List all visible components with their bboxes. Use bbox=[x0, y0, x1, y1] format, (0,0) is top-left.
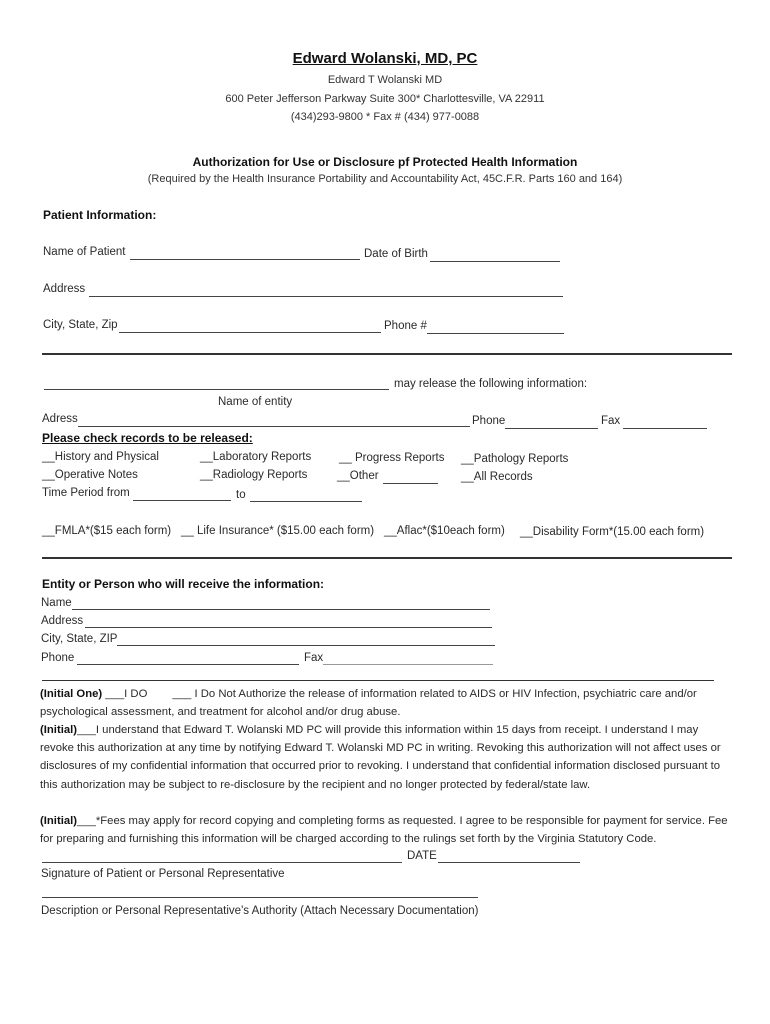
recipient-city-label: City, State, ZIP bbox=[41, 633, 118, 645]
time-to-field[interactable] bbox=[250, 501, 362, 502]
recipient-phone-field[interactable] bbox=[77, 664, 299, 665]
entity-phone-field[interactable] bbox=[505, 428, 598, 429]
signature-field[interactable] bbox=[42, 862, 402, 863]
recipient-fax-field[interactable] bbox=[323, 664, 493, 665]
may-release-text: may release the following information: bbox=[394, 378, 588, 390]
form-disability[interactable]: __Disability Form*(15.00 each form) bbox=[520, 526, 705, 538]
recipient-city-field[interactable] bbox=[117, 645, 495, 646]
i-do-not-option[interactable]: ___ I Do Not Authorize the release of information related to AIDS or HIV Infection, psychiatric care and/or psychological assessment, and treatment for alcohol and/or drug abuse. bbox=[40, 688, 697, 719]
fees-text[interactable]: ___*Fees may apply for record copying and completing forms as requested. I agree to be responsible for payment for service. Fee for preparing and furnishing this information will be charged according to the rulings set forth by the Virginia Statutory Code. bbox=[40, 815, 728, 846]
patient-city-field[interactable] bbox=[119, 332, 381, 333]
recipient-phone-label: Phone bbox=[41, 652, 75, 664]
record-laboratory[interactable]: __Laboratory Reports bbox=[200, 451, 312, 463]
record-progress[interactable]: __ Progress Reports bbox=[339, 452, 445, 464]
i-do-option[interactable]: ___I DO bbox=[105, 688, 148, 700]
record-pathology[interactable]: __Pathology Reports bbox=[461, 453, 569, 465]
consent-fees bbox=[40, 812, 730, 848]
patient-section-heading: Patient Information: bbox=[43, 208, 157, 222]
records-heading: Please check records to be released: bbox=[42, 431, 253, 445]
record-other-field[interactable] bbox=[383, 483, 438, 484]
record-other[interactable]: __Other bbox=[337, 470, 379, 482]
recipient-address-field[interactable] bbox=[85, 627, 492, 628]
patient-address-field[interactable] bbox=[89, 296, 563, 297]
consent-initial-one bbox=[40, 685, 730, 721]
consent-revocation bbox=[40, 721, 730, 794]
patient-address-label: Address bbox=[43, 283, 86, 295]
authority-description-label: Description or Personal Representative's Authority (Attach Necessary Documentation) bbox=[41, 905, 479, 917]
time-period-to-label: to bbox=[236, 489, 246, 501]
releasing-entity-field[interactable] bbox=[44, 389, 389, 390]
date-field[interactable] bbox=[438, 862, 580, 863]
entity-name-label: Name of entity bbox=[218, 396, 293, 408]
form-life-insurance[interactable]: __ Life Insurance* ($15.00 each form) bbox=[181, 525, 375, 537]
recipient-fax-label: Fax bbox=[304, 652, 324, 664]
date-label: DATE bbox=[407, 850, 437, 862]
recipient-name-label: Name bbox=[41, 597, 72, 609]
form-fmla[interactable]: __FMLA*($15 each form) bbox=[42, 525, 172, 537]
record-all[interactable]: __All Records bbox=[461, 471, 533, 483]
entity-address-field[interactable] bbox=[78, 426, 470, 427]
entity-address-label: Adress bbox=[42, 413, 78, 425]
time-from-field[interactable] bbox=[133, 500, 231, 501]
entity-phone-label: Phone bbox=[472, 415, 506, 427]
section-divider bbox=[42, 557, 732, 559]
initial-label: (Initial) bbox=[40, 815, 78, 827]
section-divider bbox=[42, 353, 732, 355]
revocation-text[interactable]: ___I understand that Edward T. Wolanski MD PC will provide this information within 15 days from receipt. I understand I may revoke this authorization at any time by notifying Edward T. Wolanski MD PC in writing. Revoking this authorization will not affect uses or disclosures of my confidential information that occurred prior to revoking. I understand that confidential information disclosed pursuant to this authorization may be subject to re-disclosure by the recipient and no longer protected by federal/state law. bbox=[40, 724, 721, 791]
dob-label: Date of Birth bbox=[364, 248, 428, 260]
signature-label: Signature of Patient or Personal Representative bbox=[41, 868, 285, 880]
recipient-address-label: Address bbox=[41, 615, 84, 627]
doctor-name: Edward T Wolanski MD bbox=[327, 74, 443, 86]
practice-name: Edward Wolanski, MD, PC bbox=[292, 50, 478, 67]
initial-one-label: (Initial One) bbox=[40, 688, 103, 700]
section-divider bbox=[42, 680, 714, 681]
patient-city-label: City, State, Zip bbox=[43, 319, 118, 331]
patient-phone-field[interactable] bbox=[427, 333, 564, 334]
authority-description-field[interactable] bbox=[42, 897, 478, 898]
practice-address: 600 Peter Jefferson Parkway Suite 300* Charlottesville, VA 22911 bbox=[225, 93, 545, 105]
record-operative[interactable]: __Operative Notes bbox=[42, 469, 138, 481]
patient-name-label: Name of Patient bbox=[43, 246, 126, 258]
entity-fax-label: Fax bbox=[601, 415, 621, 427]
form-title: Authorization for Use or Disclosure pf Protected Health Information bbox=[192, 155, 578, 169]
patient-phone-label: Phone # bbox=[384, 320, 427, 332]
dob-field[interactable] bbox=[430, 261, 560, 262]
practice-phone-fax: (434)293-9800 * Fax # (434) 977-0088 bbox=[290, 111, 480, 123]
record-history-physical[interactable]: __History and Physical bbox=[42, 451, 159, 463]
recipient-heading: Entity or Person who will receive the information: bbox=[42, 577, 325, 591]
form-aflac[interactable]: __Aflac*($10each form) bbox=[384, 525, 505, 537]
entity-fax-field[interactable] bbox=[623, 428, 707, 429]
patient-name-field[interactable] bbox=[130, 259, 360, 260]
form-subtitle: (Required by the Health Insurance Portability and Accountability Act, 45C.F.R. Parts 160 and 164) bbox=[147, 173, 623, 185]
initial-label: (Initial) bbox=[40, 724, 78, 736]
time-period-from-label: Time Period from bbox=[42, 487, 130, 499]
record-radiology[interactable]: __Radiology Reports bbox=[200, 469, 308, 481]
recipient-name-field[interactable] bbox=[72, 609, 490, 610]
